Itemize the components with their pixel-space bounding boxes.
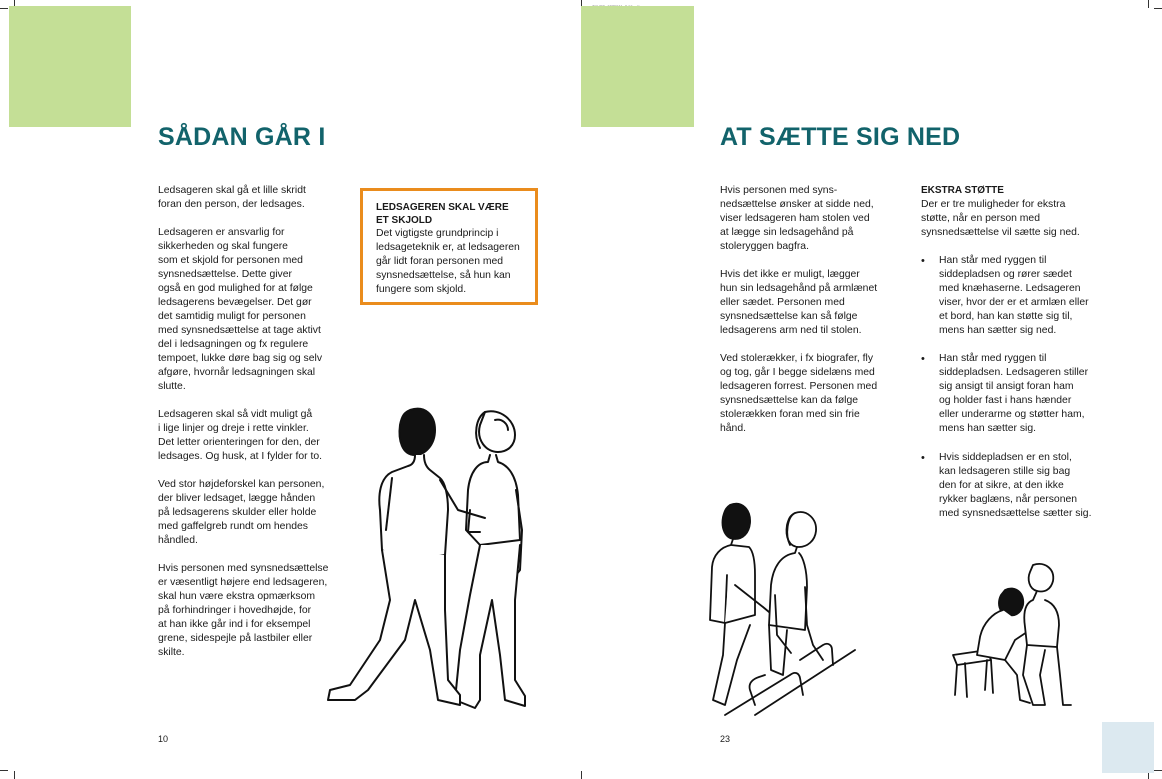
body-paragraph: Hvis det ikke er muligt, lægger hun sin ledsagehånd på armlænet eller sædet. Personen med synsnedsættelse kan så følge ledsagerens arm ned til stolen. bbox=[720, 269, 878, 336]
callout-box bbox=[360, 188, 538, 305]
callout-text: Det vigtigste grundprincip i ledsageteknik er, at ledsageren går lidt foran personen med synsnedsættelse, så hun kan fungere som skjold. bbox=[376, 228, 520, 295]
body-paragraph: Hvis personen med syns- nedsættelse ønsker at sidde ned, viser ledsageren ham stolen ved at lægge sin ledsagehånd på stoleryggen bagfra. bbox=[720, 185, 874, 252]
seat-row-illustration bbox=[695, 495, 865, 715]
side-section-title: EKSTRA STØTTE bbox=[921, 185, 1004, 196]
accent-blue-block bbox=[1102, 722, 1154, 773]
accent-green-block bbox=[9, 6, 131, 127]
crop-mark bbox=[0, 770, 8, 771]
bullet-icon: • bbox=[921, 255, 925, 267]
body-paragraph: Ved stor højdeforskel kan personen, der bliver ledsaget, lægge hånden på ledsagerens skulder eller holde med gaffelgreb rundt om hendes håndled. bbox=[158, 479, 325, 546]
page-heading: AT SÆTTE SIG NED bbox=[720, 123, 961, 151]
body-paragraph: Ledsageren skal så vidt muligt gå i lige linjer og dreje i rette vinkler. Det letter orienteringen for den, der ledsages. Og husk, at I fylder for to. bbox=[158, 409, 323, 462]
walking-illustration bbox=[320, 400, 540, 715]
bullet-icon: • bbox=[921, 452, 925, 464]
side-section-intro: Der er tre muligheder for ekstra støtte, når en person med synsnedsættelse vil sætte sig ned. bbox=[921, 199, 1080, 238]
callout-title: LEDSAGEREN SKAL VÆRE ET SKJOLD bbox=[376, 202, 509, 226]
crop-mark bbox=[0, 8, 8, 9]
crop-mark bbox=[14, 771, 15, 779]
list-item bbox=[921, 352, 1121, 442]
crop-mark bbox=[1154, 8, 1162, 9]
body-paragraph: Ledsageren er ansvarlig for sikkerheden og skal fungere som et skjold for personen med synsnedsættelse. Dette giver også en god mulighed for at følge ledsagerens bevægelser. Det gør det samtidig muligt for personen med synsnedsættelse at tage aktivt del i ledsagningen og fx regulere tempoet, lukke døre bag sig og selv afgøre, hvornår ledsagningen skal slutte. bbox=[158, 227, 323, 392]
body-paragraph: Hvis personen med synsnedsættelse er væsentligt højere end ledsageren, skal hun være ekstra opmærksom på forhindringer i hovedhøjde, for at han ikke går ind i for eksempel grene, sidespejle på lastbiler eller skilte. bbox=[158, 563, 329, 658]
bullet-text: Han står med ryggen til siddepladsen og rører sædet med knæhaserne. Ledsageren viser, hvor der er et armlæn eller et bord, han kan støtte sig til, mens han sætter sig ned. bbox=[939, 255, 1089, 336]
bullet-text: Hvis siddepladsen er en stol, kan ledsageren stille sig bag den for at sikre, at den ikke rykker baglæns, når personen med synsnedsættelse sætter sig. bbox=[939, 452, 1092, 519]
accent-green-block bbox=[581, 6, 694, 127]
crop-mark bbox=[581, 771, 582, 779]
page-heading: SÅDAN GÅR I bbox=[158, 123, 326, 151]
crop-mark bbox=[1148, 0, 1149, 8]
page-number: 10 bbox=[158, 734, 169, 744]
body-paragraph: Ved stolerækker, i fx biografer, fly og tog, går I begge sidelæns med ledsageren forrest. Personen med synsnedsættelse kan da følge stolerækken foran med sin frie hånd. bbox=[720, 353, 878, 434]
bullet-text: Han står med ryggen til siddepladsen. Ledsageren stiller sig ansigt til ansigt foran ham og holder fast i hans hænder eller underarme og støtter ham, mens han sætter sig. bbox=[939, 353, 1089, 434]
bullet-icon: • bbox=[921, 353, 925, 365]
body-paragraph: Ledsageren skal gå et lille skridt foran den person, der ledsages. bbox=[158, 185, 306, 210]
sitting-support-illustration bbox=[945, 555, 1075, 715]
page-number: 23 bbox=[720, 734, 731, 744]
list-item bbox=[921, 451, 1121, 531]
list-item bbox=[921, 254, 1121, 344]
crop-mark bbox=[1154, 770, 1162, 771]
